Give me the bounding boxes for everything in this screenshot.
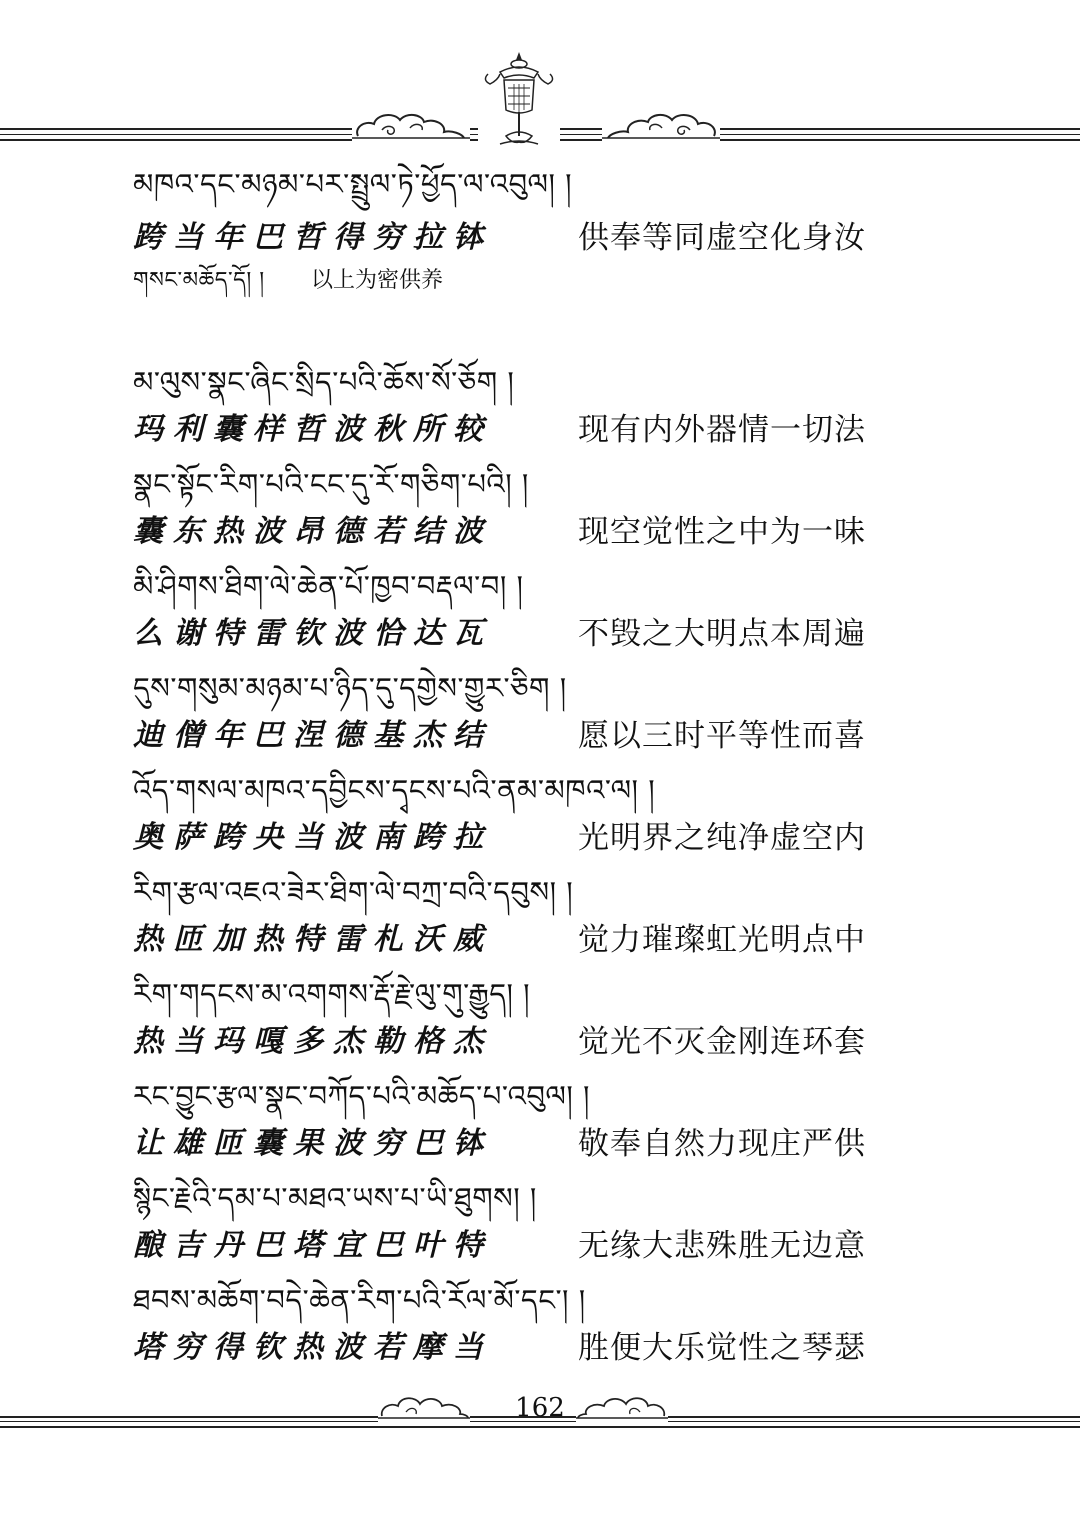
verse-row	[133, 608, 913, 654]
transliteration-line: 奥萨跨央当波南跨拉	[133, 820, 493, 855]
chinese-meaning-line: 现空觉性之中为一味	[578, 514, 866, 550]
transliteration-line: 囊东热波昂德若结波	[133, 514, 493, 549]
verse	[133, 666, 913, 768]
transliteration-line: 热匝加热特雷札沃威	[133, 922, 493, 957]
verse	[133, 1074, 913, 1176]
verse	[133, 768, 913, 870]
chinese-meaning-line: 光明界之纯净虚空内	[578, 820, 866, 856]
verse	[133, 972, 913, 1074]
tibetan-line: མ་ལུས་སྣང་ཞིང་སྲིད་པའི་ཆོས་སོ་ཅོག །	[133, 365, 515, 399]
chinese-meaning-line: 无缘大悲殊胜无边意	[578, 1228, 866, 1264]
chinese-meaning-line: 供奉等同虚空化身汝	[578, 220, 866, 256]
verse-row	[133, 1322, 913, 1368]
chinese-meaning-line: 不毁之大明点本周遍	[578, 616, 866, 652]
chinese-meaning-line: 觉光不灭金刚连环套	[578, 1024, 866, 1060]
transliteration-line: 让雄匝囊果波穷巴钵	[133, 1126, 493, 1161]
verse-row	[133, 1016, 913, 1062]
tibetan-line: དུས་གསུམ་མཉམ་པ་ཉིད་དུ་དགྱེས་གྱུར་ཅིག །	[133, 671, 567, 705]
tibetan-line: ཐབས་མཆོག་བདེ་ཆེན་རིག་པའི་རོལ་མོ་དང་། །	[133, 1283, 586, 1317]
verse	[133, 1278, 913, 1380]
tibetan-line: འོད་གསལ་མཁའ་དབྱིངས་དྭངས་པའི་ནམ་མཁའ་ལ། །	[133, 773, 656, 807]
cloud-ornament-right-icon	[602, 108, 720, 142]
cloud-ornament-footer-right-icon	[576, 1392, 668, 1422]
verse	[133, 870, 913, 972]
chinese-meaning-line: 愿以三时平等性而喜	[578, 718, 866, 754]
page-number: 162	[515, 1393, 565, 1423]
transliteration-line: 么谢特雷钦波恰达瓦	[133, 616, 493, 651]
verse-list	[133, 360, 913, 1380]
transliteration-line: 玛利囊样哲波秋所较	[133, 412, 493, 447]
verse	[133, 564, 913, 666]
verse-row	[133, 506, 913, 552]
tibetan-caption: གསང་མཆོད་དོ། །	[133, 268, 265, 293]
verse-row	[133, 404, 913, 450]
verse-row	[133, 1118, 913, 1164]
tibetan-line: མཁའ་དང་མཉམ་པར་སྤྲུལ་ཏེ་ཕྱོད་ལ་འབུལ། །	[133, 167, 573, 201]
offering-section	[133, 162, 913, 298]
chinese-meaning-line: 觉力璀璨虹光明点中	[578, 922, 866, 958]
transliteration-line: 塔穷得钦热波若摩当	[133, 1330, 493, 1365]
verse	[133, 360, 913, 462]
chinese-meaning-line: 敬奉自然力现庄严供	[578, 1126, 866, 1162]
footer-rule-bottom	[0, 1426, 1080, 1428]
tibetan-line: སྣང་སྟོང་རིག་པའི་ངང་དུ་རོ་གཅིག་པའི། །	[133, 467, 529, 501]
tibetan-line: རིག་གདངས་མ་འགགས་རྡོ་རྗེ་ལུ་གུ་རྒྱུད། །	[133, 977, 531, 1011]
verse-row	[133, 212, 913, 258]
verse-row	[133, 812, 913, 858]
verse	[133, 1176, 913, 1278]
victory-banner-icon	[478, 50, 560, 150]
section-caption	[133, 266, 913, 298]
transliteration-line: 跨当年巴哲得穷拉钵	[133, 220, 493, 255]
verse-row	[133, 1220, 913, 1266]
chinese-meaning-line: 胜便大乐觉性之琴瑟	[578, 1330, 866, 1366]
verse-row	[133, 914, 913, 960]
tibetan-line: རིག་རྩལ་འཇའ་ཟེར་ཐིག་ལེ་བཀྲ་བའི་དབུས། །	[133, 875, 574, 909]
tibetan-line: སྙིང་རྗེའི་དམ་པ་མཐའ་ཡས་པ་ཡི་ཐུགས། །	[133, 1181, 537, 1215]
chinese-meaning-line: 现有内外器情一切法	[578, 412, 866, 448]
transliteration-line: 迪僧年巴涅德基杰结	[133, 718, 493, 753]
chinese-caption: 以上为密供养	[311, 268, 444, 293]
transliteration-line: 酿吉丹巴塔宜巴叶特	[133, 1228, 493, 1263]
verse	[133, 462, 913, 564]
verse-row	[133, 710, 913, 756]
cloud-ornament-left-icon	[352, 108, 470, 142]
tibetan-line: མི་ཤིགས་ཐིག་ལེ་ཆེན་པོ་ཁྱབ་བརྡལ་བ། །	[133, 569, 524, 603]
transliteration-line: 热当玛嘎多杰勒格杰	[133, 1024, 493, 1059]
tibetan-line: རང་བྱུང་རྩལ་སྣང་བཀོད་པའི་མཆོད་པ་འབུལ། །	[133, 1079, 590, 1113]
